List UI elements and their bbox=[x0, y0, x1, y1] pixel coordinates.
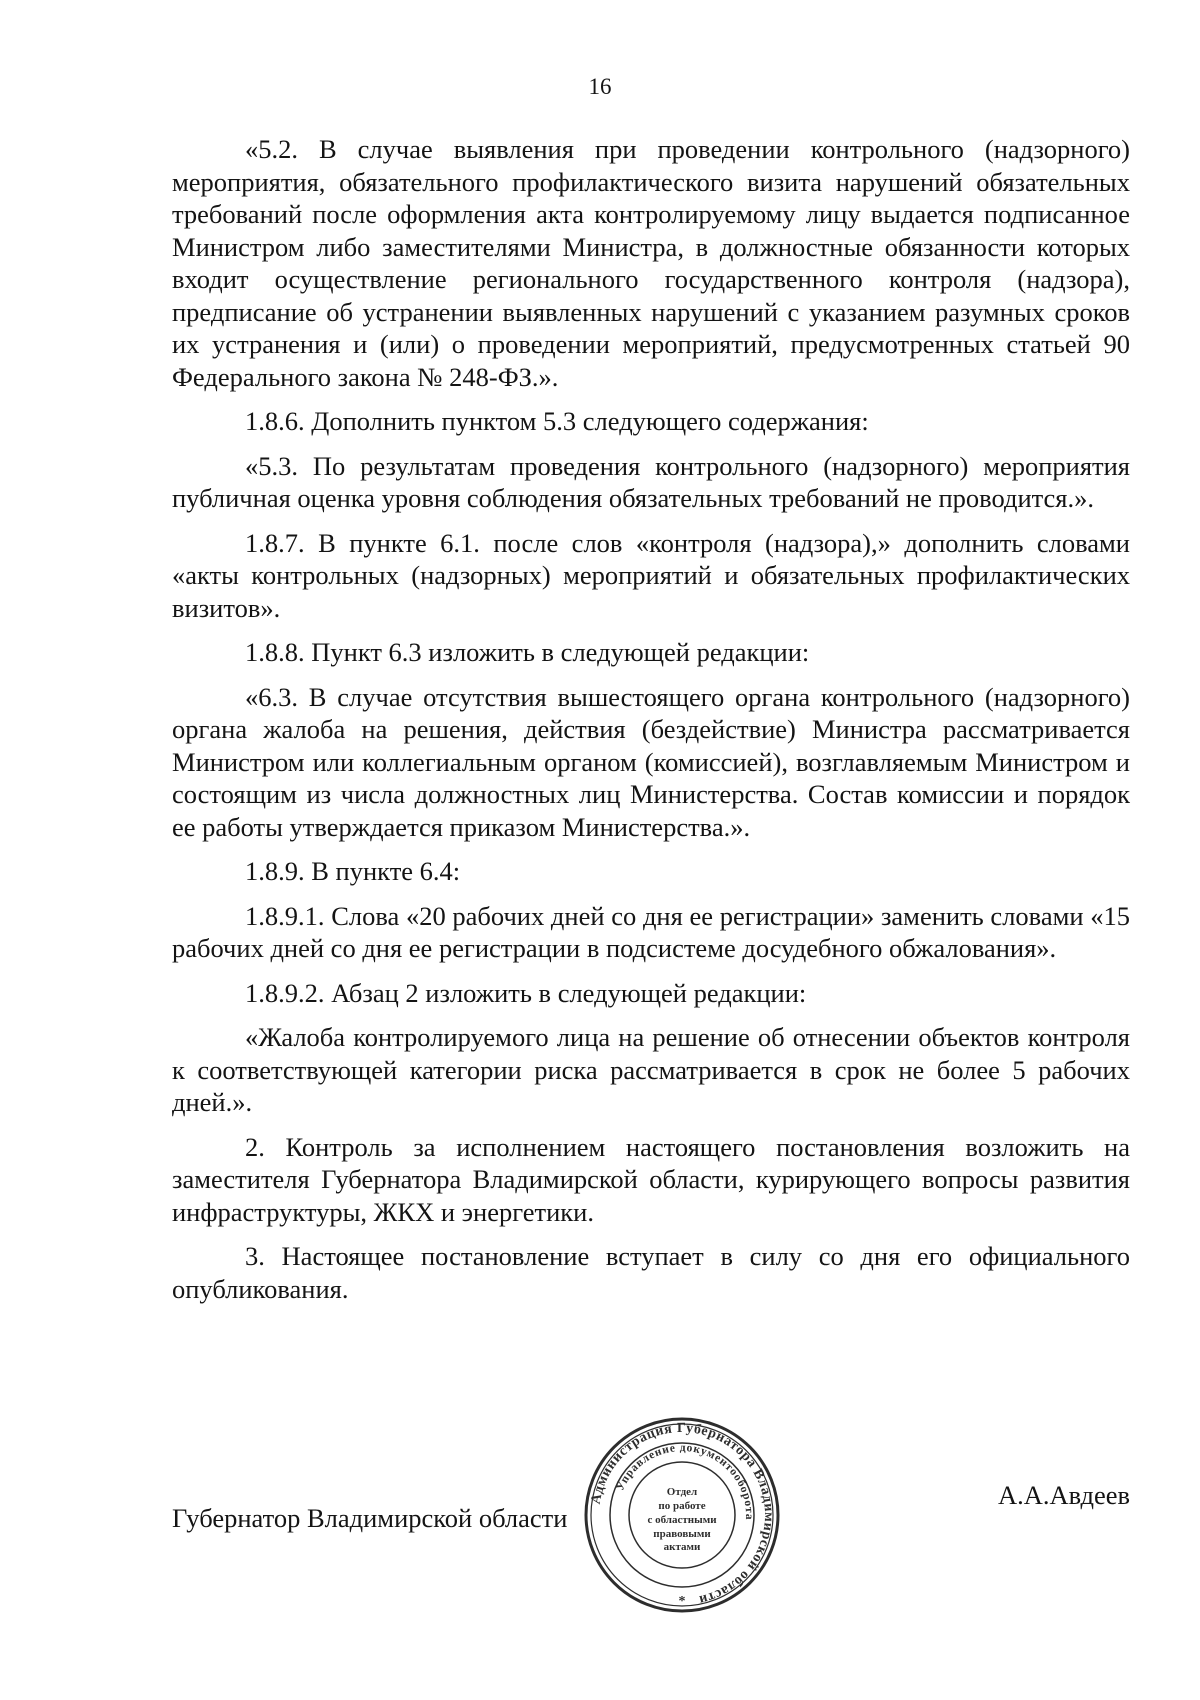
paragraph-1-8-8: 1.8.8. Пункт 6.3 изложить в следующей редакции: bbox=[245, 637, 810, 667]
paragraph-3: 3. Настоящее постановление вступает в силу со дня его официального опубликования. bbox=[172, 1241, 1130, 1304]
paragraph-2: 2. Контроль за исполнением настоящего постановления возложить на заместителя Губернатора Владимирской области, курирующего вопросы развития инфраструктуры, ЖКХ и энергетики. bbox=[172, 1131, 1130, 1227]
signature-block bbox=[172, 1420, 1130, 1615]
page-number: 16 bbox=[588, 74, 612, 99]
stamp-outer-text: Администрация Губернатора Владимирской области bbox=[588, 1420, 777, 1608]
stamp-center-line-2: по работе bbox=[658, 1500, 706, 1512]
stamp-star-mark: * bbox=[678, 1594, 686, 1609]
stamp-center-line-4: правовыми bbox=[653, 1528, 711, 1540]
paragraph-5-2: «5.2. В случае выявления при проведении контрольного (надзорного) мероприятия, обязательного профилактического визита нарушений обязательных требований после оформления акта контролируемому лицу выдается подписанное Министром либо заместителями Министра, в должностные обязанности которых входит осуществление регионального государственного контроля (надзора), предписание об устранении выявленных нарушений с указанием разумных сроков их устранения и (или) о проведении мероприятий, предусмотренных статьей 90 Федерального закона № 248-ФЗ.». bbox=[172, 134, 1130, 392]
signer-name: А.А.Авдеев bbox=[997, 1480, 1130, 1510]
signer-title: Губернатор Владимирской области bbox=[172, 1503, 568, 1533]
paragraph-1-8-6: 1.8.6. Дополнить пунктом 5.3 следующего содержания: bbox=[245, 406, 869, 436]
paragraph-1-8-7: 1.8.7. В пункте 6.1. после слов «контроля (надзора),» дополнить словами «акты контрольных (надзорных) мероприятий и обязательных профилактических визитов». bbox=[172, 527, 1130, 623]
paragraph-5-3: «5.3. По результатам проведения контрольного (надзорного) мероприятия публичная оценка уровня соблюдения обязательных требований не проводится.». bbox=[172, 450, 1130, 513]
paragraph-complaint: «Жалоба контролируемого лица на решение об отнесении объектов контроля к соответствующей категории риска рассматривается в срок не более 5 рабочих дней.». bbox=[172, 1022, 1130, 1117]
paragraph-1-8-9: 1.8.9. В пункте 6.4: bbox=[245, 856, 461, 886]
stamp-center-line-3: с областными bbox=[647, 1514, 717, 1526]
stamp-inner-text: Управление документооборота bbox=[614, 1441, 756, 1521]
paragraph-6-3: «6.3. В случае отсутствия вышестоящего органа контрольного (надзорного) органа жалоба на решения, действия (бездействие) Министра рассматривается Министром или коллегиальным органом (комиссией), возглавляемым Министром и состоящим из числа должностных лиц Министерства. Состав комиссии и порядок ее работы утверждается приказом Министерства.». bbox=[172, 681, 1130, 842]
stamp-center-line-1: Отдел bbox=[666, 1486, 698, 1498]
paragraph-1-8-9-2: 1.8.9.2. Абзац 2 изложить в следующей редакции: bbox=[245, 977, 807, 1008]
document-body bbox=[172, 133, 1130, 1317]
stamp-center-line-5: актами bbox=[663, 1541, 701, 1553]
paragraph-1-8-9-1: 1.8.9.1. Слова «20 рабочих дней со дня ее регистрации» заменить словами «15 рабочих дней со дня ее регистрации в подсистеме досудебного обжалования». bbox=[172, 900, 1130, 963]
official-stamp bbox=[582, 1415, 782, 1615]
